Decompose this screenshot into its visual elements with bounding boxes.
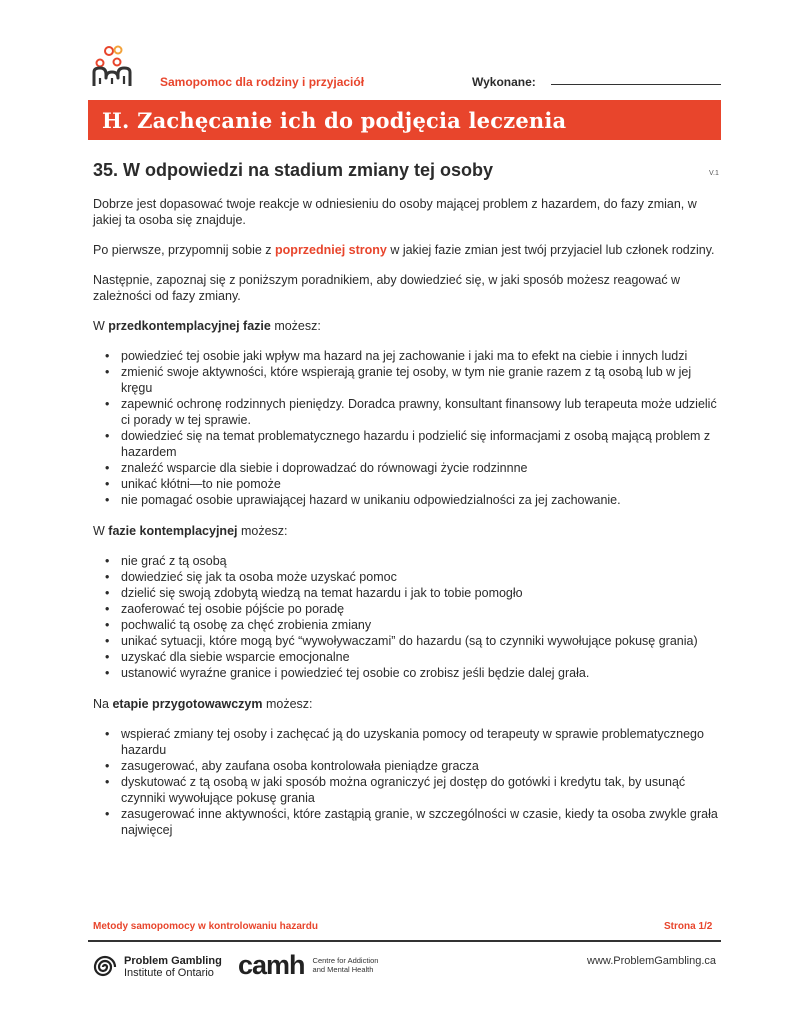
list-item: • wspierać zmiany tej osoby i zachęcać ją do uzyskania pomocy od terapeuty w sprawie problematycznego hazardu [93, 726, 723, 758]
guide-paragraph: Następnie, zapoznaj się z poniższym poradnikiem, aby dowiedzieć się, w jaki sposób możesz reagować w zależności od fazy zmiany. [93, 273, 681, 303]
list-item: • uzyskać dla siebie wsparcie emocjonalne [93, 649, 723, 665]
page-number: Strona 1/2 [664, 921, 713, 932]
completed-signature-line [551, 84, 721, 85]
preparation-suffix: możesz: [262, 697, 313, 711]
list-item: • zaoferować tej osobie pójście po poradę [93, 601, 723, 617]
list-item: • unikać kłótni—to nie pomoże [93, 476, 723, 492]
section-banner [88, 100, 721, 140]
document-body [93, 196, 723, 853]
preparation-list [93, 726, 723, 838]
camh-name-line1: Centre for Addiction [312, 956, 379, 965]
previous-page-link[interactable]: poprzedniej strony [275, 243, 387, 257]
contemplation-list [93, 553, 723, 681]
camh-wordmark: camh [238, 950, 305, 980]
reminder-text-start: Po pierwsze, przypomnij sobie z [93, 243, 276, 257]
footer-divider [88, 940, 721, 942]
list-item: • nie pomagać osobie uprawiającej hazard w unikaniu odpowiedzialności za jej zachowanie. [93, 492, 723, 508]
precontemplation-stage-name: przedkontemplacyjnej fazie [108, 319, 271, 333]
pgio-name-line2: Institute of Ontario [124, 967, 214, 979]
list-item: • nie grać z tą osobą [93, 553, 723, 569]
preparation-heading [93, 696, 723, 712]
reminder-paragraph [93, 242, 723, 258]
list-item: • powiedzieć tej osobie jaki wpływ ma hazard na jej zachowanie i jaki ma to efekt na ciebie i innych ludzi [93, 348, 723, 364]
preparation-stage-name: etapie przygotowawczym [112, 697, 263, 711]
precontemplation-suffix: możesz: [270, 319, 321, 333]
list-item: • pochwalić tą osobę za chęć zrobienia zmiany [93, 617, 723, 633]
preparation-prefix: Na [93, 697, 113, 711]
list-item: • zmienić swoje aktywności, które wspierają granie tej osoby, w tym nie granie razem z tą osobą lub w jej kręgu [93, 364, 723, 396]
version-label: V.1 [709, 170, 719, 177]
section-title: 35. W odpowiedzi na stadium zmiany tej osoby [93, 160, 494, 180]
list-item: • dyskutować z tą osobą w jaki sposób można ograniczyć jej dostęp do gotówki i kredytu tak, by usunąć czynniki wywołujące pokusę grania [93, 774, 723, 806]
list-item: • unikać sytuacji, które mogą być “wywoływaczami” do hazardu (są to czynniki wywołujące pokusę grania) [93, 633, 723, 649]
precontemplation-prefix: W [93, 319, 109, 333]
website-link[interactable]: www.ProblemGambling.ca [587, 955, 716, 967]
contemplation-heading [93, 523, 723, 539]
completed-label: Wykonane: [472, 75, 536, 89]
list-item: • zasugerować inne aktywności, które zastąpią granie, w szczególności w czasie, kiedy ta osoba zwykle grała najwięcej [93, 806, 723, 838]
reminder-text-end: w jakiej fazie zmian jest twój przyjaciel lub członek rodziny. [386, 243, 715, 257]
list-item: • zasugerować, aby zaufana osoba kontrolowała pieniądze gracza [93, 758, 723, 774]
contemplation-stage-name: fazie kontemplacyjnej [108, 524, 238, 538]
banner-title: H. Zachęcanie ich do podjęcia leczenia [102, 107, 567, 133]
camh-name-line2: and Mental Health [312, 965, 374, 974]
pgio-name-line1: Problem Gambling [124, 955, 222, 967]
list-item: • zapewnić ochronę rodzinnych pieniędzy. Doradca prawny, konsultant finansowy lub terapeuta może udzielić ci porady w tej sprawie. [93, 396, 723, 428]
list-item: • dowiedzieć się jak ta osoba może uzyskać pomoc [93, 569, 723, 585]
spiral-logo-icon [92, 954, 118, 980]
footer-document-title: Metody samopomocy w kontrolowaniu hazardu [93, 921, 319, 932]
list-item: • dowiedzieć się na temat problematycznego hazardu i podzielić się informacjami z osobą mającą problem z hazardem [93, 428, 723, 460]
contemplation-suffix: możesz: [237, 524, 288, 538]
pgio-logo [92, 954, 222, 980]
list-item: • ustanowić wyraźne granice i powiedzieć tej osobie co zrobisz jeśli będzie dalej grała. [93, 665, 723, 681]
family-logo-icon [88, 44, 136, 92]
camh-logo [238, 951, 378, 979]
list-item: • znaleźć wsparcie dla siebie i doprowadzać do równowagi życie rodzinnne [93, 460, 723, 476]
contemplation-prefix: W [93, 524, 109, 538]
intro-paragraph: Dobrze jest dopasować twoje reakcje w odniesieniu do osoby mającej problem z hazardem, do fazy zmian, w jakiej ta osoba się znajduje. [93, 197, 697, 227]
precontemplation-heading [93, 318, 723, 334]
list-item: • dzielić się swoją zdobytą wiedzą na temat hazardu i jak to tobie pomogło [93, 585, 723, 601]
header-subtitle: Samopomoc dla rodziny i przyjaciół [160, 75, 365, 89]
precontemplation-list [93, 348, 723, 508]
